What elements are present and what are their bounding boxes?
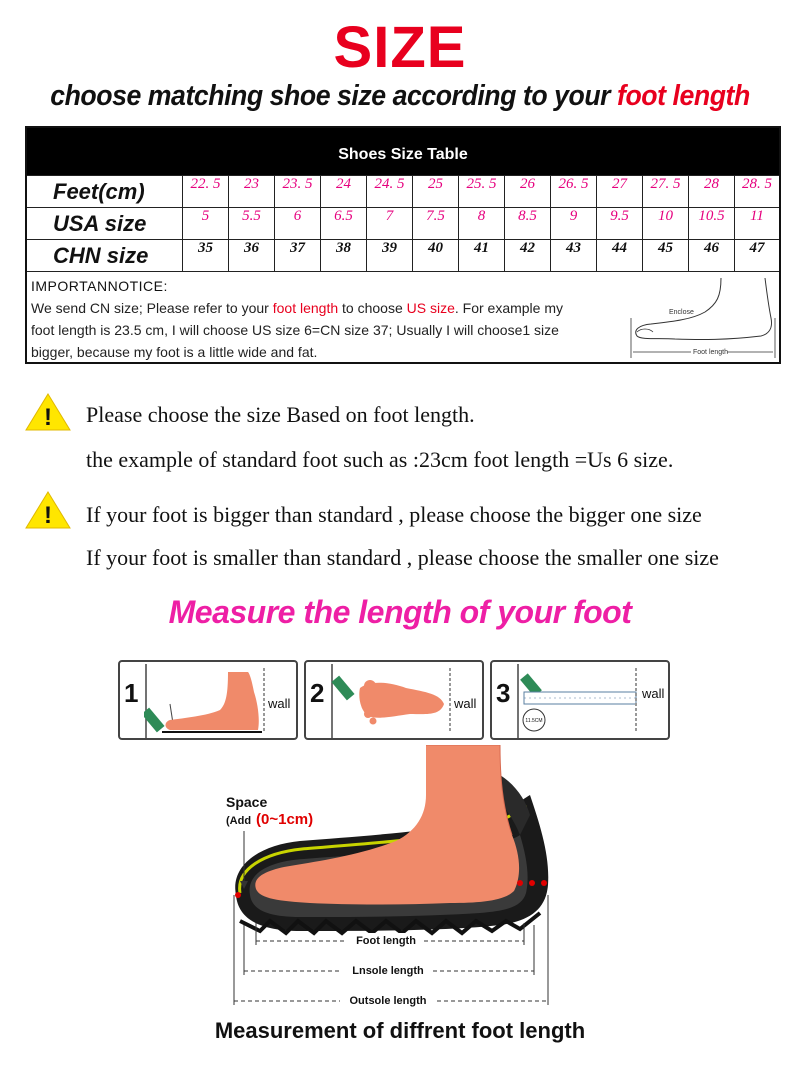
table-cell: 10.5	[689, 208, 735, 239]
step-number: 1	[124, 678, 139, 708]
table-cell: 9.5	[597, 208, 643, 239]
table-cell: 25	[413, 176, 459, 207]
row-label: USA size	[27, 208, 183, 239]
notice-text: We send CN size; Please refer to your	[31, 300, 273, 316]
subtitle-highlight: foot length	[617, 80, 750, 112]
table-cell: 11	[750, 208, 764, 224]
notice-text: foot length is 23.5 cm, I will choose US size 6=CN size 37; Usually I will choose1 size	[31, 322, 559, 338]
tip-line: If your foot is smaller than standard , please choose the smaller one size	[86, 545, 719, 570]
table-row	[27, 207, 779, 239]
space-range-label: (0~1cm)	[256, 811, 314, 828]
notice-text: bigger, because my foot is a little wide and fat.	[31, 344, 318, 360]
table-cell: 9	[551, 208, 597, 239]
table-cell: 35	[183, 240, 229, 271]
insole-length-label: Lnsole length	[352, 965, 424, 977]
notice-title: IMPORTANNOTICE:	[31, 278, 168, 294]
diagram-enclose-label: Enclose	[669, 309, 694, 316]
measure-step-2	[304, 660, 484, 740]
tip-line: the example of standard foot such as :23cm foot length =Us 6 size.	[86, 447, 674, 472]
measure-title: Measure the length of your foot	[168, 594, 632, 630]
table-cell: 7.5	[413, 208, 459, 239]
table-cell: 26. 5	[551, 176, 597, 207]
shoe-size-table	[25, 126, 781, 364]
step-number: 3	[496, 678, 511, 708]
table-cell: 5.5	[229, 208, 275, 239]
table-cell: 42	[505, 240, 551, 271]
foot-in-shoe-diagram	[200, 745, 600, 1015]
page-subtitle	[32, 80, 768, 113]
table-cell: 6	[275, 208, 321, 239]
row-label: CHN size	[27, 240, 183, 271]
table-cell: 8.5	[505, 208, 551, 239]
table-row	[27, 175, 779, 207]
wall-label: wall	[454, 696, 477, 711]
outsole-length-label: Outsole length	[349, 995, 427, 1007]
table-cell: 23	[229, 176, 275, 207]
warning-icon	[24, 392, 72, 432]
table-cell: 27	[597, 176, 643, 207]
table-cell: 37	[275, 240, 321, 271]
table-cell: 38	[321, 240, 367, 271]
svg-text:!: !	[44, 404, 52, 431]
wall-label: wall	[268, 696, 291, 711]
foot-outline-diagram	[629, 274, 779, 360]
space-label: Space	[226, 794, 268, 810]
notice-red-text: foot length	[272, 300, 339, 316]
table-cell: 23. 5	[275, 176, 321, 207]
row-label: Feet(cm)	[27, 176, 183, 207]
table-cell: 43	[551, 240, 597, 271]
table-cell: 28	[689, 176, 735, 207]
table-cell: 25. 5	[459, 176, 505, 207]
table-cell: 44	[597, 240, 643, 271]
notice-box	[27, 271, 779, 364]
tip-line: Please choose the size Based on foot length.	[86, 402, 475, 427]
table-cell: 47	[749, 240, 765, 256]
page-title: SIZE	[333, 15, 467, 80]
table-cell: 7	[367, 208, 413, 239]
ruler-icon	[516, 664, 666, 738]
notice-text: . For example my	[454, 300, 563, 316]
notice-red-text: US size	[406, 300, 455, 316]
table-cell: 26	[505, 176, 551, 207]
tip-line: If your foot is bigger than standard , please choose the bigger one size	[86, 502, 702, 527]
table-cell: 40	[413, 240, 459, 271]
table-cell: 27. 5	[643, 176, 689, 207]
ruler-value: 11.5CM	[525, 718, 543, 724]
notice-body	[31, 297, 629, 363]
table-cell: 22. 5	[183, 176, 229, 207]
table-cell: 8	[459, 208, 505, 239]
table-cell: 6.5	[321, 208, 367, 239]
table-cell: 28. 5	[742, 176, 772, 192]
table-cell: 39	[367, 240, 413, 271]
table-cell: 5	[183, 208, 229, 239]
step-number: 2	[310, 678, 325, 708]
space-add-label: (Add	[226, 815, 252, 827]
subtitle-text: choose matching shoe size according to your	[50, 80, 618, 112]
table-row	[27, 239, 779, 271]
foot-length-label: Foot length	[356, 935, 416, 947]
table-cell: 10	[643, 208, 689, 239]
notice-text: to choose	[338, 300, 407, 316]
table-cell: 45	[643, 240, 689, 271]
table-cell: 36	[229, 240, 275, 271]
diagram-foot-length-label: Foot length	[693, 349, 729, 356]
measure-step-3	[490, 660, 670, 740]
warning-icon	[24, 490, 72, 530]
table-cell: 41	[459, 240, 505, 271]
table-cell: 24	[321, 176, 367, 207]
table-title: Shoes Size Table	[27, 128, 779, 175]
wall-label: wall	[642, 686, 665, 701]
bottom-caption: Measurement of diffrent foot length	[214, 1018, 586, 1043]
svg-text:!: !	[44, 502, 52, 529]
measure-step-1	[118, 660, 298, 740]
table-cell: 46	[689, 240, 735, 271]
table-cell: 24. 5	[367, 176, 413, 207]
